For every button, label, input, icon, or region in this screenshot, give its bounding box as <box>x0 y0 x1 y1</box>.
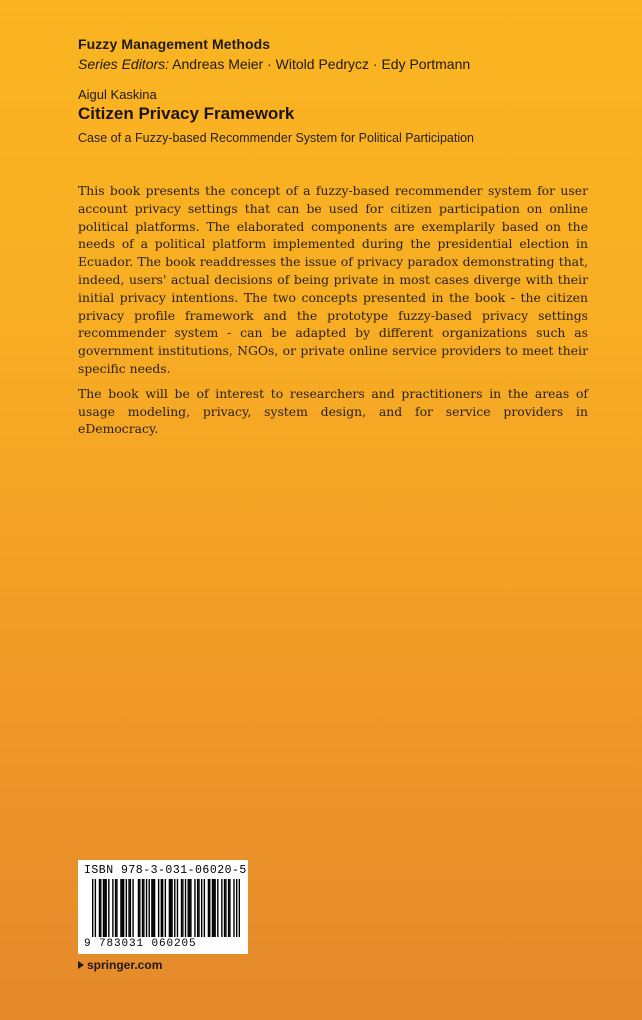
barcode-digits: 9 783031 060205 <box>84 938 197 950</box>
barcode-bar <box>217 879 218 937</box>
barcode-bar <box>104 879 105 937</box>
barcode-bar <box>120 879 121 937</box>
barcode-bar <box>239 879 240 937</box>
barcode-bar <box>228 879 229 937</box>
barcode-bar <box>190 879 191 937</box>
series-editors-names: Andreas Meier · Witold Pedrycz · Edy Portmann <box>172 56 471 72</box>
barcode-bar <box>182 879 183 937</box>
book-description <box>78 182 588 438</box>
barcode-bar <box>108 879 109 937</box>
publisher-website[interactable] <box>78 958 162 972</box>
barcode-bar <box>103 879 104 937</box>
barcode-bar <box>233 879 234 937</box>
barcode-bar <box>170 879 171 937</box>
barcode-bar <box>171 879 172 937</box>
barcode-bar <box>189 879 190 937</box>
barcode-bar <box>236 879 237 937</box>
barcode-bar <box>221 879 222 937</box>
barcode-bar <box>142 879 143 937</box>
book-title: Citizen Privacy Framework <box>78 104 295 123</box>
barcode-bar <box>194 879 195 937</box>
barcode-bar <box>165 879 166 937</box>
barcode-bar <box>212 879 213 937</box>
barcode-bar <box>209 879 210 937</box>
barcode-bar <box>112 879 113 937</box>
barcode-bar <box>161 879 162 937</box>
barcode-bar <box>177 879 178 937</box>
barcode-bar <box>151 879 152 937</box>
barcode-bar <box>197 879 198 937</box>
book-subtitle: Case of a Fuzzy-based Recommender System for Political Participation <box>78 131 474 145</box>
barcode-bar <box>214 879 215 937</box>
barcode-bar <box>181 879 182 937</box>
barcode-bar <box>105 879 106 937</box>
barcode-bar <box>169 879 170 937</box>
barcode-bar <box>154 879 155 937</box>
barcode-bar <box>138 879 139 937</box>
book-author: Aigul Kaskina <box>78 87 157 102</box>
barcode-bar <box>99 879 100 937</box>
barcode-bar <box>204 879 205 937</box>
barcode-bar <box>229 879 230 937</box>
barcode-bar <box>149 879 150 937</box>
barcode-bar <box>188 879 189 937</box>
isbn-label: ISBN 978-3-031-06020-5 <box>84 864 247 877</box>
barcode-bar <box>115 879 116 937</box>
barcode-bar <box>198 879 199 937</box>
series-editors-label: Series Editors: <box>78 56 170 72</box>
barcode-bar <box>126 879 127 937</box>
barcode-bar <box>185 879 186 937</box>
isbn-barcode <box>78 860 248 954</box>
barcode-bar <box>146 879 147 937</box>
barcode-bar <box>139 879 140 937</box>
barcode-bar <box>116 879 117 937</box>
barcode-bar <box>153 879 154 937</box>
website-text: springer.com <box>87 958 163 972</box>
barcode-bar <box>224 879 225 937</box>
barcode-bar <box>92 879 93 937</box>
barcode-bar <box>225 879 226 937</box>
series-editors <box>78 56 470 72</box>
barcode-bar <box>143 879 144 937</box>
barcode-bar <box>95 879 96 937</box>
barcode-bar <box>132 879 133 937</box>
barcode-bar <box>123 879 124 937</box>
arrow-right-icon <box>78 961 84 969</box>
barcode-bar <box>100 879 101 937</box>
series-title: Fuzzy Management Methods <box>78 36 271 52</box>
barcode-bars <box>92 879 240 937</box>
barcode-bar <box>122 879 123 937</box>
description-paragraph: This book presents the concept of a fuzzy-based recommender system for user account privacy settings that can be used for citizen participation on online political platforms. The elaborated components are exemplarily based on the needs of a political platform implemented during the presidential election in Ecuador. The book readdresses the issue of privacy paradox demonstrating that, indeed, users' actual decisions of being private in most cases diverge with their initial privacy intentions. The two concepts presented in the book - the citizen privacy profile framework and the prototype fuzzy-based privacy settings recommender system - can be adapted by different organizations such as government institutions, NGOs, or private online service providers to meet their specific needs. <box>78 183 588 376</box>
barcode-bar <box>128 879 129 937</box>
barcode-bar <box>130 879 131 937</box>
barcode-bar <box>162 879 163 937</box>
description-paragraph: The book will be of interest to researchers and practitioners in the areas of usage modeling, privacy, system design, and for service providers in eDemocracy. <box>78 385 588 437</box>
barcode-bar <box>201 879 202 937</box>
barcode-bar <box>174 879 175 937</box>
barcode-bar <box>208 879 209 937</box>
barcode-bar <box>158 879 159 937</box>
barcode-bar <box>213 879 214 937</box>
